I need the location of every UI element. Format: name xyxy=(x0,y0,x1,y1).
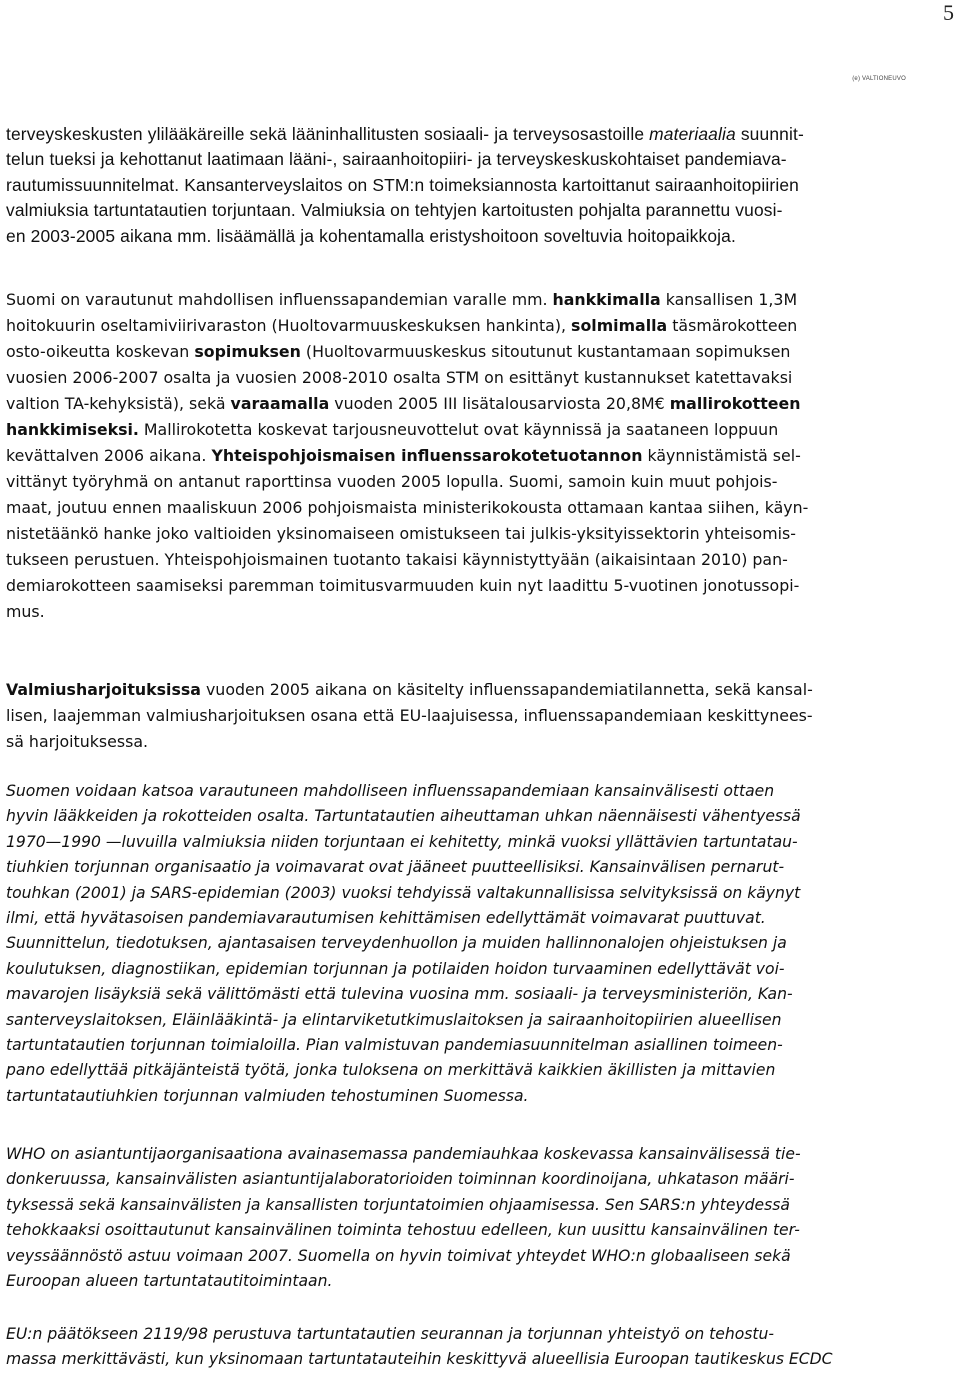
text-line: tiuhkien torjunnan organisaatio ja voimavarat ovat jääneet puutteellisiksi. Kansainvälisen pernarut- xyxy=(6,858,785,877)
text-line: telun tueksi ja kehottanut laatimaan lääni-, sairaanhoitopiiri- ja terveyskeskuskohtaiset pandemiava- xyxy=(6,149,787,170)
text-line: ilmi, että hyvätasoisen pandemiavarautumisen kehittämisen edellyttämät voimavarat puuttuvat. xyxy=(6,909,766,928)
text-line: tartuntatautien torjunnan toimialoilla. Pian valmistuvan pandemiasuunnitelman asiallinen toimeen- xyxy=(6,1036,783,1055)
text-line: Suomen voidaan katsoa varautuneen mahdolliseen influenssapandemiaan kansainvälisesti ottaen xyxy=(6,782,775,800)
header-mark: (e) VALTIONEUVO xyxy=(852,76,906,82)
text-line: touhkan (2001) ja SARS-epidemian (2003) vuoksi tehdyissä valtakunnallisissa selvityksissä on käynyt xyxy=(6,883,801,902)
text-line: WHO on asiantuntijaorganisaationa avainasemassa pandemiauhkaa koskevassa kansainvälisessä tie- xyxy=(6,1145,801,1163)
text-line: vittänyt työryhmä on antanut raporttinsa vuoden 2005 lopulla. Suomi, samoin kuin muut pohjois- xyxy=(6,472,778,491)
text-line: lisen, laajemman valmiusharjoituksen osana että EU-laajuisessa, influenssapandemiaan keskittynees- xyxy=(6,706,813,725)
paragraph-exercises xyxy=(6,677,956,755)
text-line: Suomi on varautunut mahdollisen influenssapandemian varalle mm. hankkimalla kansallisen 1,3M xyxy=(6,290,798,309)
text-line: en 2003-2005 aikana mm. lisäämällä ja kohentamalla eristyshoitoon soveltuvia hoitopaikkoja. xyxy=(6,225,736,246)
text-line: hoitokuurin oseltamiviirivaraston (Huoltovarmuuskeskuksen hankinta), solmimalla täsmärokotteen xyxy=(6,316,798,335)
text-line: pano edellyttää pitkäjänteistä työtä, jonka tuloksena on merkittävä kaikkien äkillisten ja mittavien xyxy=(6,1061,776,1080)
text-line: terveyskeskusten ylilääkäreille sekä lääninhallitusten sosiaali- ja terveysosastoille materiaalia suunnit- xyxy=(6,124,804,144)
text-line: osto-oikeutta koskevan sopimuksen (Huoltovarmuuskeskus sitoutunut kustantamaan sopimuksen xyxy=(6,342,791,361)
text-line: valmiuksia tartuntatautien torjuntaan. Valmiuksia on tehtyjen kartoitusten pohjalta parannettu vuosi- xyxy=(6,200,783,221)
paragraph-eu xyxy=(6,1322,956,1373)
text-line: valtion TA-kehyksistä), sekä varaamalla vuoden 2005 III lisätalousarviosta 20,8M€ mallirokotteen xyxy=(6,394,801,413)
text-line: vuosien 2006-2007 osalta ja vuosien 2008-2010 osalta STM on esittänyt kustannukset katettavaksi xyxy=(6,368,793,387)
text-line: tyksessä sekä kansainvälisten ja kansallisten torjuntatoimien ohjaamisessa. Sen SARS:n yhteydessä xyxy=(6,1195,790,1214)
text-line: demiarokotteen saamiseksi paremman toimitusvarmuuden kuin nyt laadittu 5-vuotinen jonotussopi- xyxy=(6,576,800,595)
text-line: rautumissuunnitelmat. Kansanterveyslaitos on STM:n toimeksiannosta kartoittanut sairaanhoitopiirien xyxy=(6,174,799,195)
text-line: Valmiusharjoituksissa vuoden 2005 aikana on käsitelty influenssapandemiatilannetta, sekä kansal- xyxy=(6,680,813,699)
text-line: sä harjoituksessa. xyxy=(6,732,149,751)
text-line: maat, joutuu ennen maaliskuun 2006 pohjoismaista ministerikokousta ottamaan kantaa siihen, käyn- xyxy=(6,498,809,517)
text-line: hyvin lääkkeiden ja rokotteiden osalta. Tartuntatautien aiheuttaman uhkan näennäisesti vähentyessä xyxy=(6,807,801,826)
text-line: tartuntatautiuhkien torjunnan valmiuden tehostuminen Suomessa. xyxy=(6,1086,529,1105)
text-line: Suunnittelun, tiedotuksen, ajantasaisen terveydenhuollon ja muiden hallinnonalojen ohjeistuksen ja xyxy=(6,934,787,953)
text-line: donkeruussa, kansainvälisten asiantuntijalaboratorioiden toiminnan koordinoijana, uhkatason määri- xyxy=(6,1170,795,1189)
text-line: koulutuksen, diagnostiikan, epidemian torjunnan ja potilaiden hoidon turvaaminen edellyttävät voi- xyxy=(6,959,785,978)
text-line: massa merkittävästi, kun yksinomaan tartuntatauteihin keskittyvä alueellisia Euroopan tautikeskus ECDC xyxy=(6,1350,833,1369)
paragraph-who xyxy=(6,1142,956,1294)
page-number: 5 xyxy=(943,0,954,25)
text-line: hankkimiseksi. Mallirokotetta koskevat tarjousneuvottelut ovat käynnissä ja saataneen loppuun xyxy=(6,420,779,439)
text-line: mus. xyxy=(6,602,45,621)
text-line: tukseen perustuen. Yhteispohjoismainen tuotanto takaisi käynnistyttyään (aikaisintaan 2010) pan- xyxy=(6,550,788,569)
paragraph-materials xyxy=(6,122,956,249)
text-line: EU:n päätökseen 2119/98 perustuva tartuntatautien seurannan ja torjunnan yhteistyö on tehostu- xyxy=(6,1325,775,1343)
paragraph-assessment xyxy=(6,779,956,1109)
text-line: kevättalven 2006 aikana. Yhteispohjoismaisen influenssarokotetuotannon käynnistämistä sel- xyxy=(6,446,801,465)
text-line: veyssäännöstö astuu voimaan 2007. Suomella on hyvin toimivat yhteydet WHO:n globaaliseen sekä xyxy=(6,1246,791,1265)
paragraph-preparedness xyxy=(6,287,956,625)
text-line: 1970—1990 —luvuilla valmiuksia niiden torjuntaan ei kehitetty, minkä vuoksi yllättävien tartuntatau- xyxy=(6,832,798,851)
text-line: Euroopan alueen tartuntatautitoimintaan. xyxy=(6,1272,333,1291)
text-line: tehokkaaksi osoittautunut kansainvälinen toiminta tehostuu edelleen, kun uusittu kansainvälinen ter- xyxy=(6,1221,800,1240)
text-line: mavarojen lisäyksiä sekä välittömästi että tulevina vuosina mm. sosiaali- ja terveysministeriön, Kan- xyxy=(6,985,793,1004)
text-line: santerveyslaitoksen, Eläinlääkintä- ja elintarviketutkimuslaitoksen ja sairaanhoitopiirien alueellisen xyxy=(6,1010,782,1029)
text-line: nistetäänkö hanke joko valtioiden yksinomaiseen omistukseen tai julkis-yksityissektorin yhteisomis- xyxy=(6,524,796,543)
